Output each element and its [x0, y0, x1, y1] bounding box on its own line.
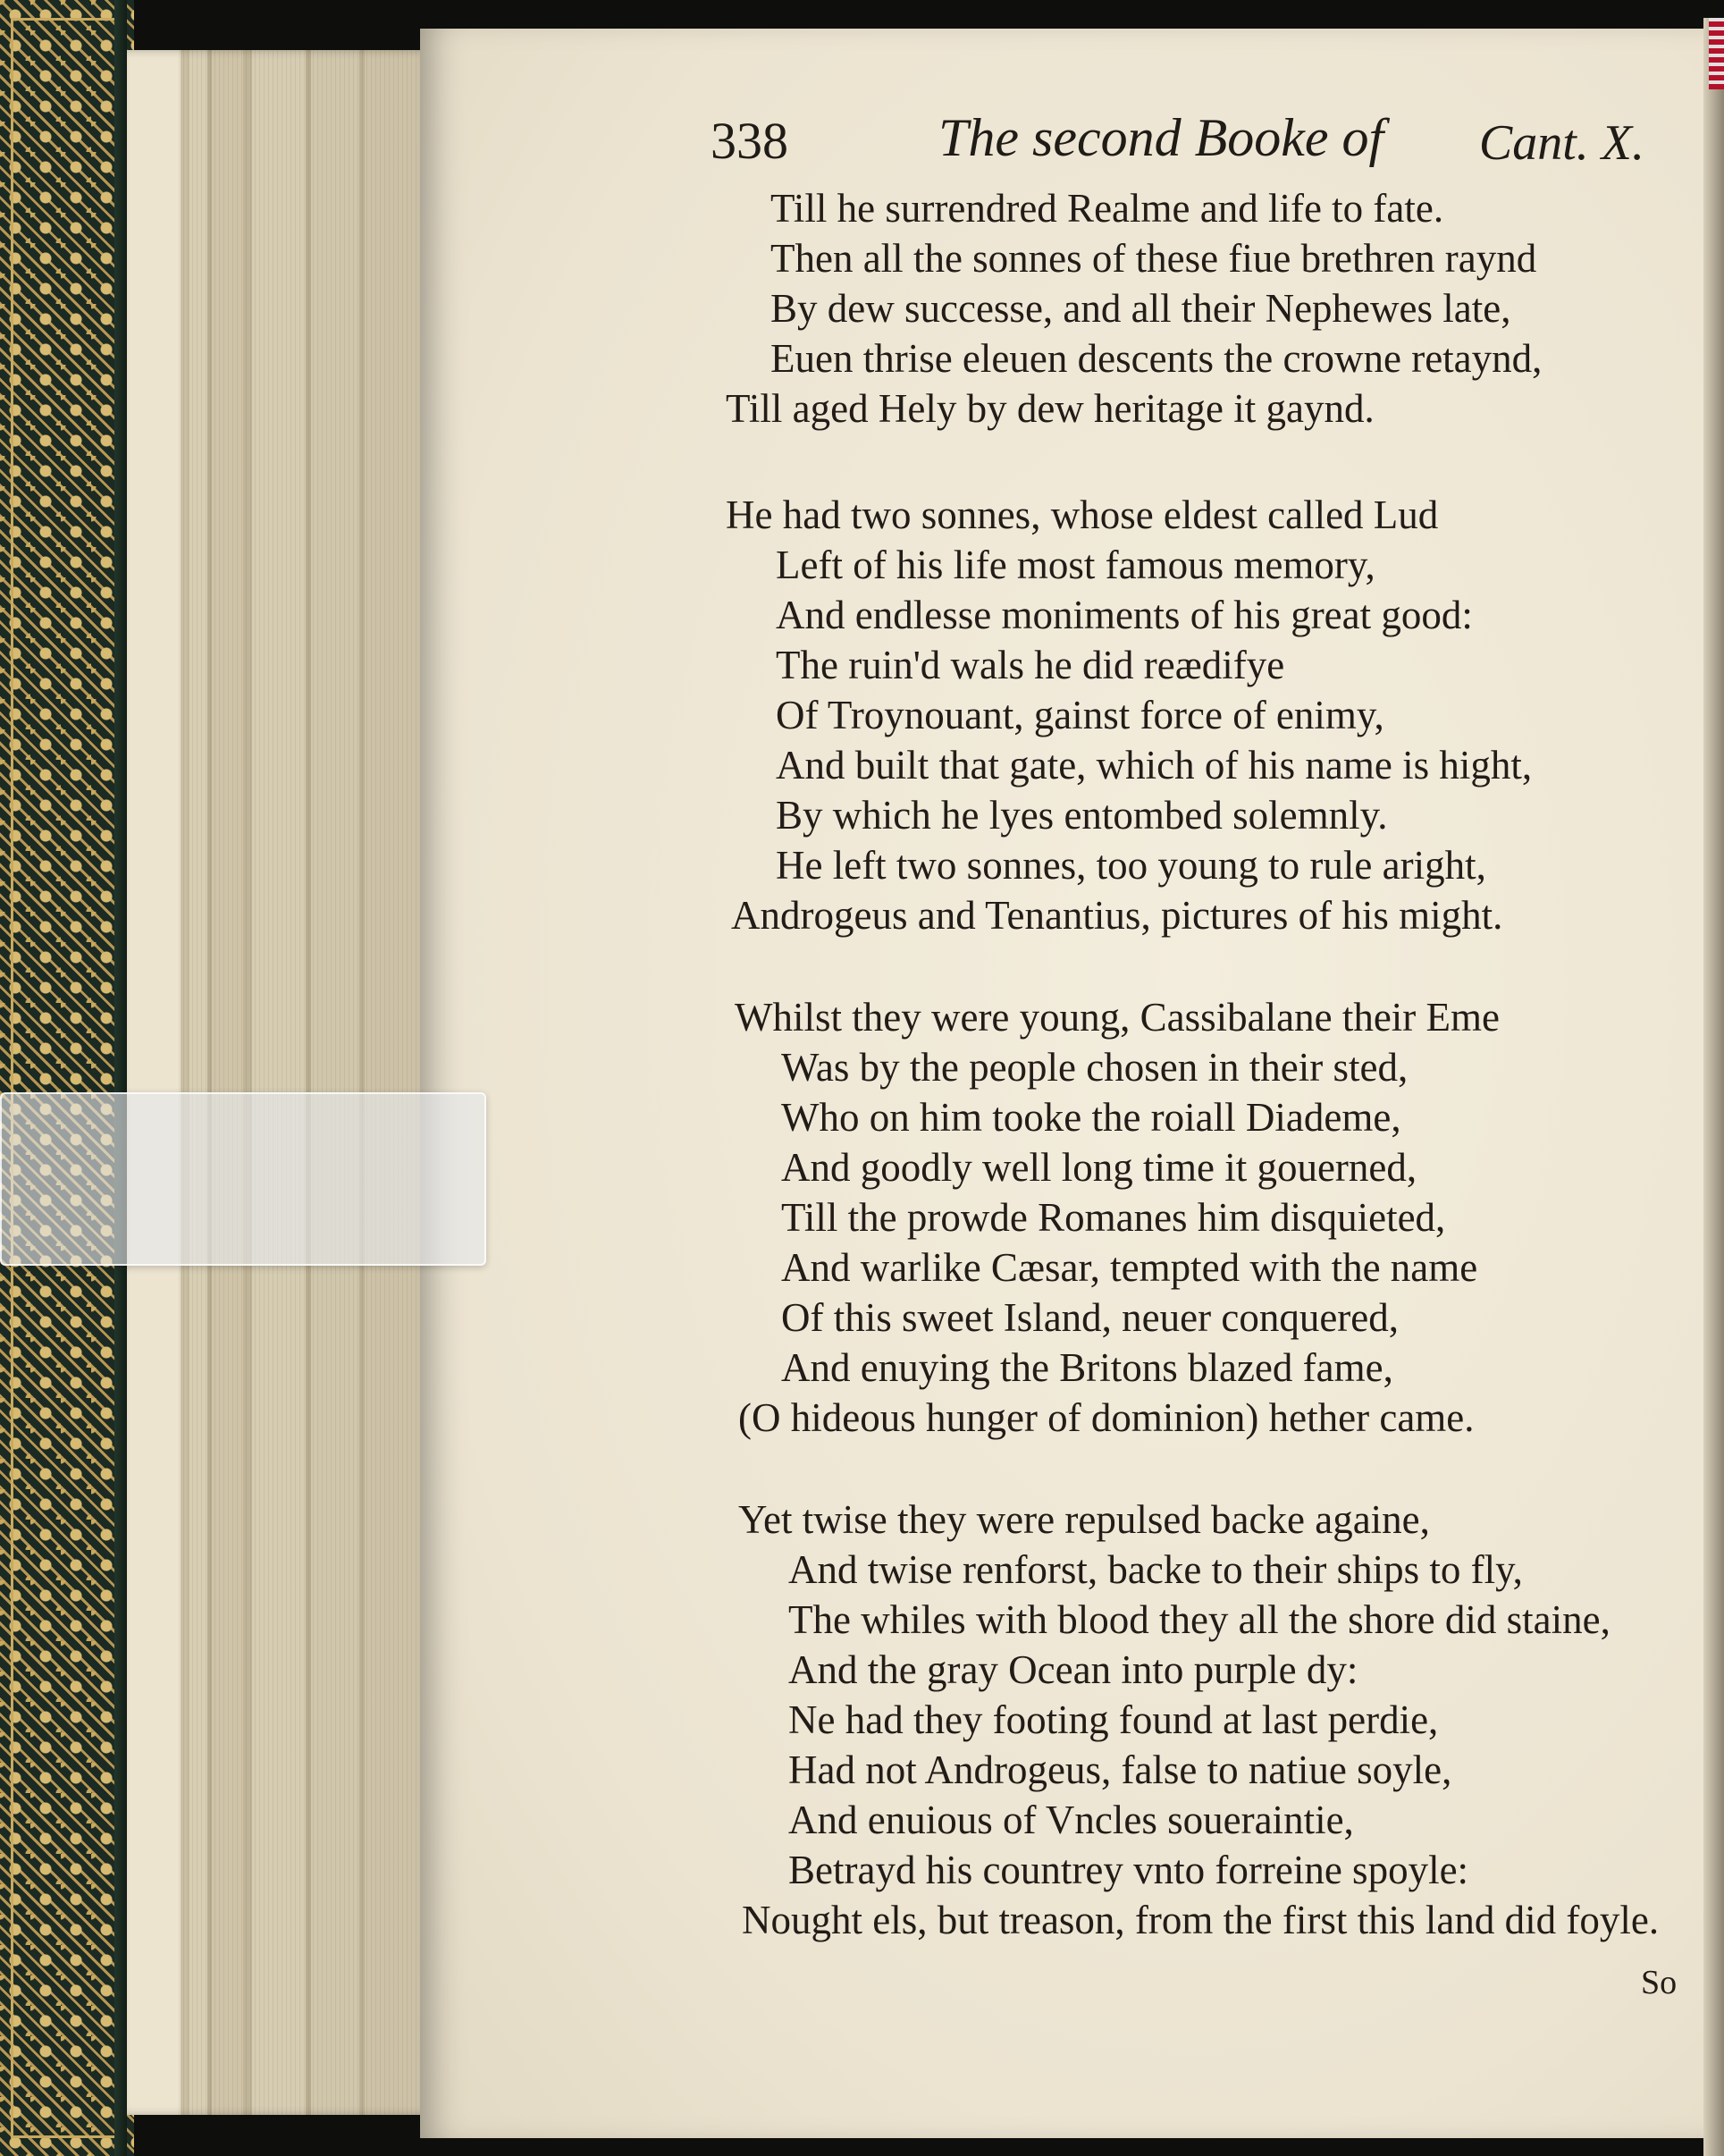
- verse-line: He had two sonnes, whose eldest called Lud: [726, 493, 1439, 537]
- verse-line: By which he lyes entombed solemnly.: [776, 793, 1388, 838]
- verse-line: Androgeus and Tenantius, pictures of his might.: [731, 893, 1503, 938]
- page-number: 338: [711, 112, 788, 170]
- verse-line: And goodly well long time it gouerned,: [781, 1145, 1417, 1190]
- verse-line: Whilst they were young, Cassibalane their Eme: [735, 995, 1501, 1040]
- verse-line: Then all the sonnes of these fiue brethren raynd: [770, 236, 1537, 281]
- verse-line: Left of his life most famous memory,: [776, 543, 1375, 587]
- catchword: So: [1641, 1964, 1678, 2001]
- verse-line: And warlike Cæsar, tempted with the name: [781, 1245, 1478, 1290]
- page-clip: [0, 1092, 486, 1266]
- verse-line: And enuious of Vncles soueraintie,: [788, 1798, 1354, 1842]
- verse-line: And the gray Ocean into purple dy:: [788, 1647, 1358, 1692]
- verse-line: The ruin'd wals he did reædifye: [776, 643, 1285, 687]
- verse-line: Till aged Hely by dew heritage it gaynd.: [726, 386, 1375, 431]
- verse-line: And enuying the Britons blazed fame,: [781, 1345, 1393, 1390]
- verse-line: Who on him tooke the roiall Diademe,: [781, 1095, 1401, 1140]
- verse-line: He left two sonnes, too young to rule aright,: [776, 843, 1486, 888]
- verse-line: (O hideous hunger of dominion) hether came.: [738, 1395, 1475, 1440]
- verse-line: The whiles with blood they all the shore did staine,: [788, 1597, 1610, 1642]
- page-header: [711, 107, 1644, 188]
- red-ribbon-marker: [1709, 18, 1724, 89]
- verse-line: Of Troynouant, gainst force of enimy,: [776, 693, 1384, 737]
- verse-line: Ne had they footing found at last perdie,: [788, 1697, 1439, 1742]
- verse-line: And twise renforst, backe to their ships to fly,: [788, 1547, 1523, 1592]
- verse-line: Nought els, but treason, from the first this land did foyle.: [742, 1898, 1660, 1942]
- gilt-frame-rule: [11, 18, 122, 2138]
- verse-line: And built that gate, which of his name is hight,: [776, 743, 1533, 787]
- verse-line: Till he surrendred Realme and life to fate.: [770, 186, 1444, 231]
- verse-line: Of this sweet Island, neuer conquered,: [781, 1295, 1400, 1340]
- canto-label: Cant. X.: [1478, 115, 1644, 171]
- right-page-edge: [1703, 18, 1724, 2156]
- verse-line: Had not Androgeus, false to natiue soyle,: [788, 1748, 1452, 1792]
- verse-line: By dew successe, and all their Nephewes late,: [770, 286, 1511, 331]
- cover-edge: [114, 0, 127, 2156]
- verse-line: Was by the people chosen in their sted,: [781, 1045, 1409, 1090]
- verse-line: Till the prowde Romanes him disquieted,: [781, 1195, 1446, 1240]
- verse-line: Yet twise they were repulsed backe againe,: [738, 1497, 1430, 1542]
- page-edge-lines: [179, 50, 431, 2115]
- verse-line: Betrayd his countrey vnto forreine spoyle:: [788, 1848, 1469, 1892]
- verse-line: And endlesse moniments of his great good:: [776, 593, 1473, 637]
- verse-line: Euen thrise eleuen descents the crowne retaynd,: [770, 336, 1543, 381]
- running-title: The second Booke of: [938, 108, 1384, 167]
